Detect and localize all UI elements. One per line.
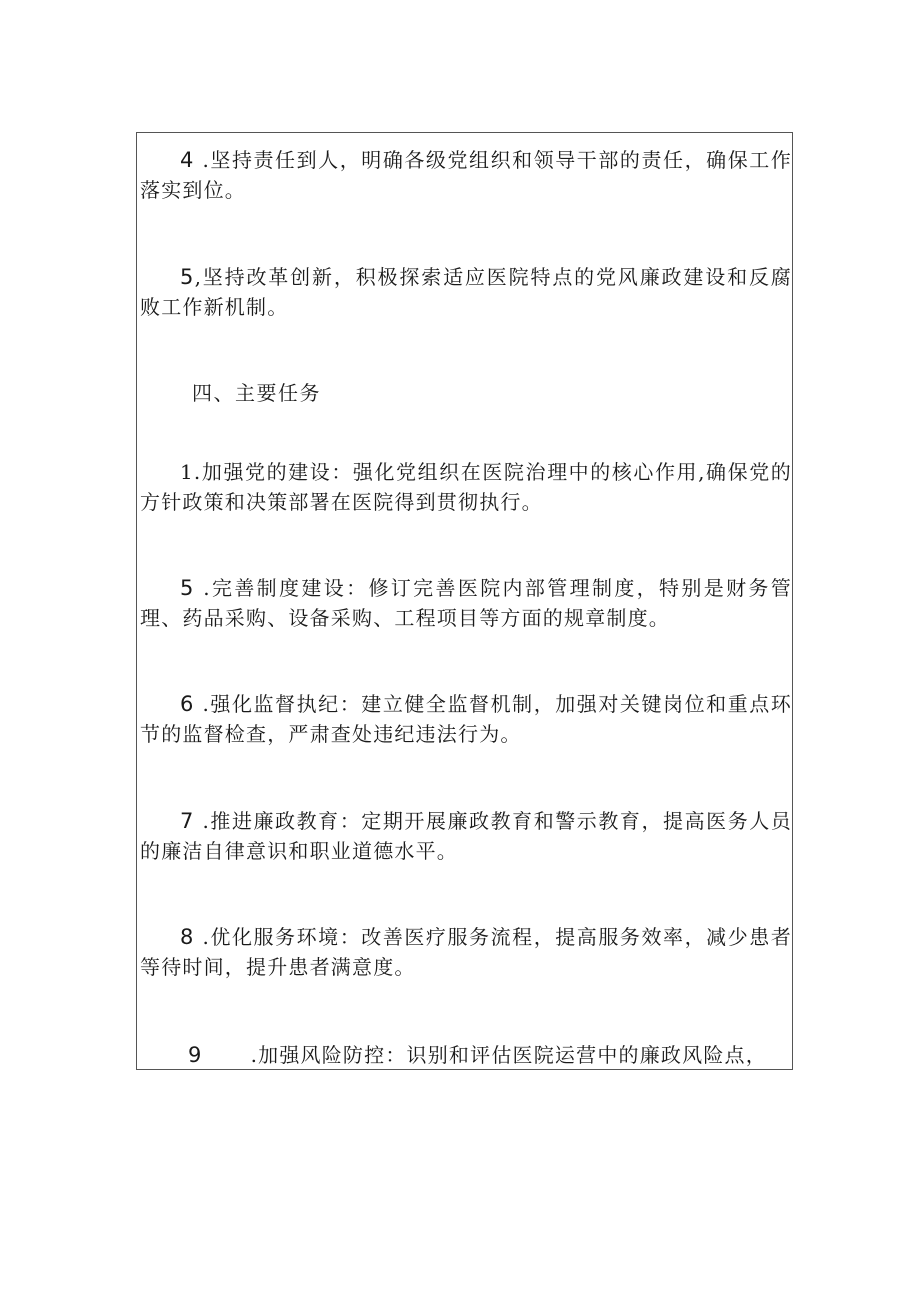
task-5 [140, 922, 792, 982]
task-6-text: .加强风险防控：识别和评估医院运营中的廉政风险点， [250, 1043, 767, 1067]
principle-5-text: ,坚持改革创新，积极探索适应医院特点的党风廉政建设和反腐败工作新机制。 [140, 265, 792, 319]
task-3 [140, 689, 792, 749]
task-4-text: .推进廉政教育：定期开展廉政教育和警示教育，提高医务人员的廉洁自律意识和职业道德水平。 [140, 809, 792, 863]
task-3-text: .强化监督执纪：建立健全监督机制，加强对关键岗位和重点环节的监督检查，严肃查处违纪违法行为。 [140, 692, 792, 746]
task-4 [140, 806, 792, 866]
task-2-number: 5 [180, 576, 195, 600]
task-3-number: 6 [180, 692, 195, 716]
task-1-number: 1. [180, 460, 202, 484]
task-4-number: 7 [180, 809, 195, 833]
task-2-text: .完善制度建设：修订完善医院内部管理制度，特别是财务管理、药品采购、设备采购、工程项目等方面的规章制度。 [140, 576, 792, 630]
task-1 [140, 457, 792, 517]
principle-4 [140, 145, 792, 205]
principle-4-text: .坚持责任到人，明确各级党组织和领导干部的责任，确保工作落实到位。 [140, 148, 792, 202]
task-1-text: 加强党的建设：强化党组织在医院治理中的核心作用,确保党的方针政策和决策部署在医院得到贯彻执行。 [140, 460, 792, 514]
principle-5-number: 5 [180, 265, 195, 289]
task-2 [140, 573, 792, 633]
principle-4-number: 4 [180, 148, 195, 172]
task-6 [188, 1040, 767, 1070]
task-5-text: .优化服务环境：改善医疗服务流程，提高服务效率，减少患者等待时间，提升患者满意度。 [140, 925, 792, 979]
principle-5 [140, 262, 792, 322]
section-heading: 四、主要任务 [192, 381, 321, 405]
task-6-number: 9 [188, 1043, 203, 1067]
task-5-number: 8 [180, 925, 195, 949]
